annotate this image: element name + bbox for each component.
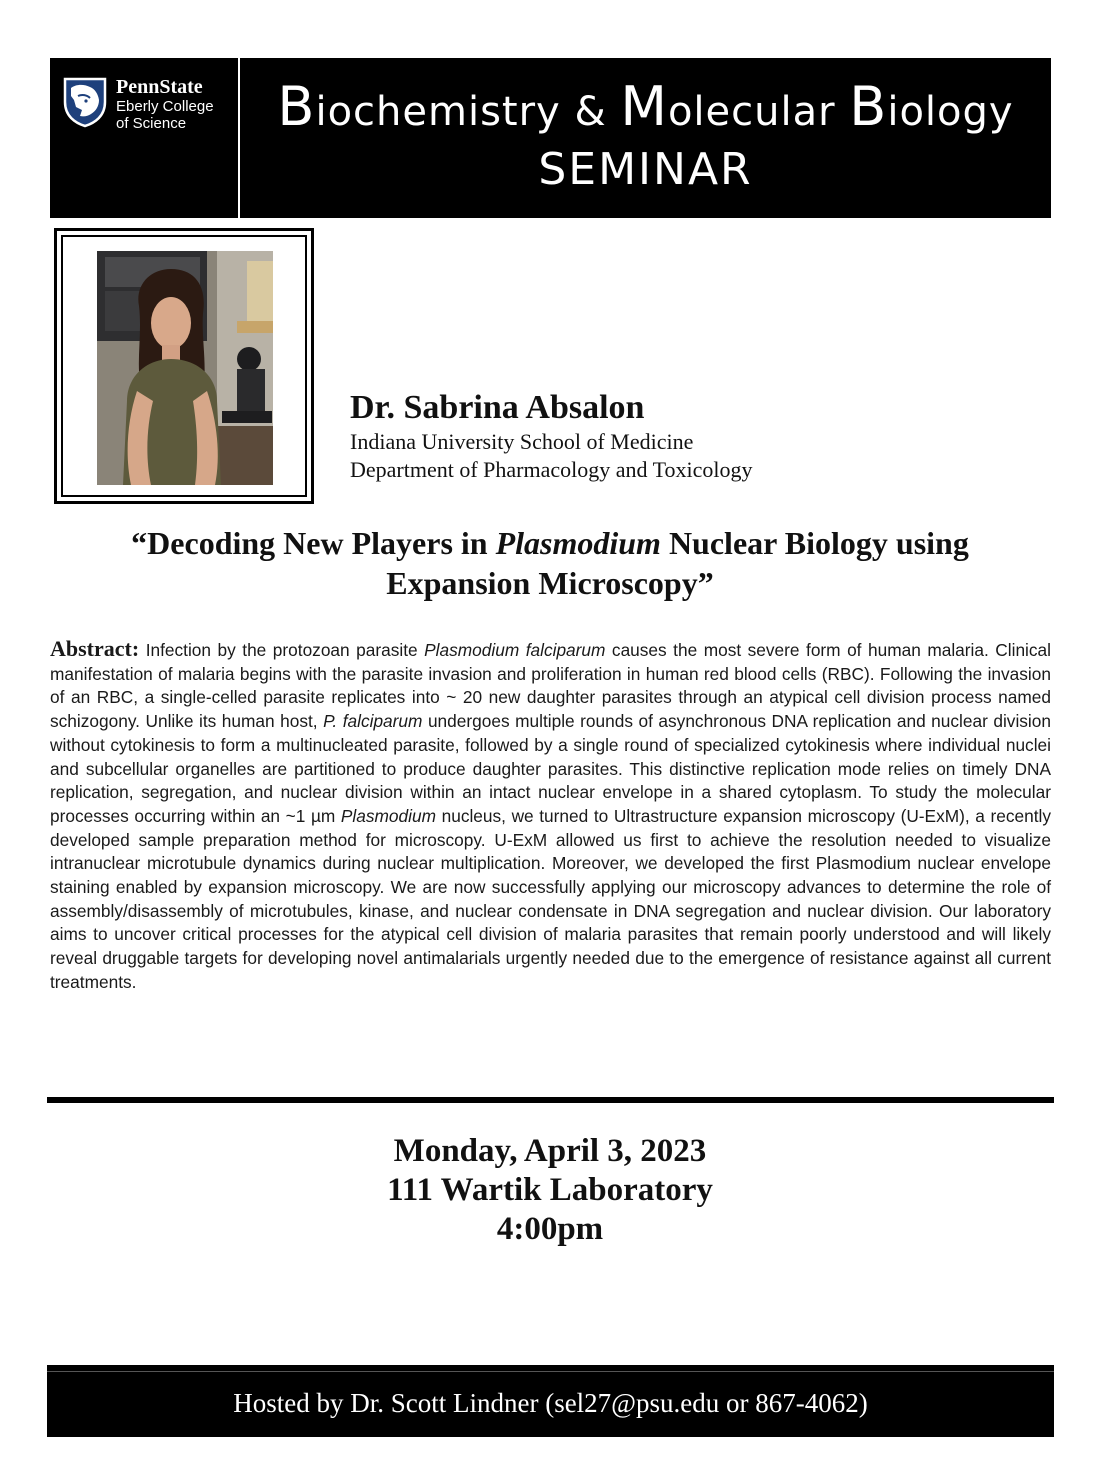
host-footer xyxy=(47,1365,1054,1437)
nittany-lion-shield-icon xyxy=(62,76,108,128)
pennstate-logo xyxy=(50,58,240,218)
title-word-iochemistry: iochemistry & xyxy=(315,89,621,135)
talk-title-line-1: “Decoding New Players in Plasmodium Nuclear Biology using xyxy=(131,525,969,561)
event-date: Monday, April 3, 2023 xyxy=(393,1133,707,1169)
title-initial-m: M xyxy=(620,75,668,138)
seminar-header xyxy=(50,58,1051,218)
title-initial-b2: B xyxy=(849,75,888,138)
header-title-block xyxy=(240,58,1051,218)
abstract-paragraph: Abstract: Infection by the protozoan parasite Plasmodium falciparum causes the most severe form of human malaria. Clinical manifestation of malaria begins with the parasite invasion and proliferation in human red blood cells (RBC). Following the invasion of an RBC, a single-celled parasite replicates into ~ 20 new daughter parasites through an atypical cell division process named schizogony. Unlike its human host, P. falciparum undergoes multiple rounds of asynchronous DNA replication and nuclear division without cytokinesis to form a multinucleated parasite, followed by a single round of specialized cytokinesis where individual nuclei and subcellular organelles are partitioned to produce daughter parasites. This distinctive replication mode relies on timely DNA replication, segregation, and nuclear division within an intact nuclear envelope in a shared cytoplasm. To study the molecular processes occurring within an ~1 µm Plasmodium nucleus, we turned to Ultrastructure expansion microscopy (U-ExM), a recently developed sample preparation method for microscopy. U-ExM allowed us first to achieve the resolution needed to visualize intranuclear microtubule dynamics during nuclear multiplication. Moreover, we developed the first Plasmodium nuclear envelope staining enabled by expansion microscopy. We are now successfully applying our microscopy advances to determine the role of assembly/disassembly of microtubules, kinase, and nuclear condensate in DNA segregation and nuclear division. Our laboratory aims to uncover critical processes for the atypical cell division of malaria parasites that remain poorly understood and will likely reveal druggable targets for developing novel antimalarials urgently needed due to the emergence of resistance against all current treatments. xyxy=(50,636,1051,992)
seminar-label: SEMINAR xyxy=(538,144,753,195)
section-divider xyxy=(47,1097,1054,1103)
event-details xyxy=(0,1132,1100,1249)
talk-title-line-2: Expansion Microscopy” xyxy=(386,565,714,601)
talk-title-italic: Plasmodium xyxy=(495,525,661,561)
title-word-olecular: olecular xyxy=(667,89,850,135)
title-word-iology: iology xyxy=(887,89,1014,135)
speaker-name: Dr. Sabrina Absalon xyxy=(350,389,645,426)
logo-college-line-1: Eberly College xyxy=(116,98,214,115)
abstract-label: Abstract: xyxy=(50,636,140,661)
logo-brand: PennState xyxy=(116,76,203,98)
speaker-affiliation-university: Indiana University School of Medicine xyxy=(350,429,694,454)
event-time: 4:00pm xyxy=(496,1211,604,1247)
speaker-photo xyxy=(97,251,273,485)
talk-title xyxy=(60,523,1040,603)
title-initial-b: B xyxy=(277,75,316,138)
department-title xyxy=(240,75,1051,141)
host-info: Hosted by Dr. Scott Lindner (sel27@psu.edu or 867-4062) xyxy=(233,1388,868,1418)
logo-college-line-2: of Science xyxy=(116,115,187,132)
event-location: 111 Wartik Laboratory xyxy=(387,1172,713,1208)
speaker-photo-frame xyxy=(54,228,314,504)
speaker-affiliation-department: Department of Pharmacology and Toxicology xyxy=(350,457,753,482)
speaker-info xyxy=(350,388,753,484)
